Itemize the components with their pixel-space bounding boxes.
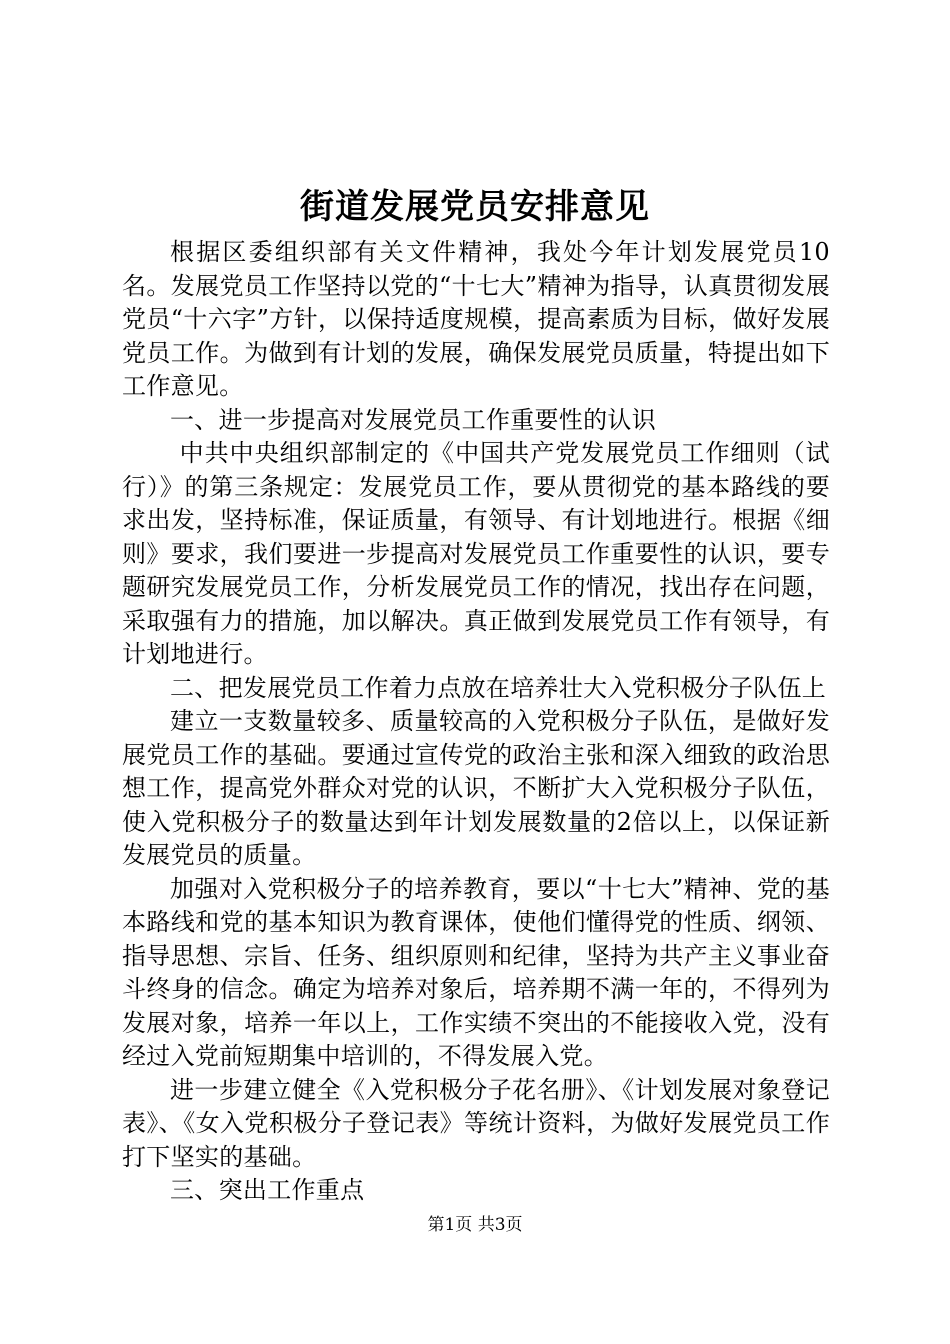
section-heading-1: 一、进一步提高对发展党员工作重要性的认识	[170, 405, 656, 434]
document-body	[122, 236, 830, 1208]
section-heading-3: 三、突出工作重点	[170, 1176, 365, 1204]
document-title: 街道发展党员安排意见	[300, 187, 650, 227]
paragraph-section-2c: 进一步建立健全《入党积极分子花名册》、《计划发展对象登记表》、《女入党积极分子登记表》等统计资料，为做好发展党员工作打下坚实的基础。	[122, 1075, 830, 1171]
paragraph-intro: 根据区委组织部有关文件精神，我处今年计划发展党员10名。发展党员工作坚持以党的“十七大”精神为指导，认真贯彻发展党员“十六字”方针，以保持适度规模，提高素质为目标，做好发展党员工作。为做到有计划的发展，确保发展党员质量，特提出如下工作意见。	[122, 238, 830, 400]
section-heading-2: 二、把发展党员工作着力点放在培养壮大入党积极分子队伍上	[170, 673, 827, 702]
page-indicator: 第1页 共3页	[427, 1215, 523, 1235]
paragraph-section-1: 中共中央组织部制定的《中国共产党发展党员工作细则（试行）》的第三条规定：发展党员工作，要从贯彻党的基本路线的要求出发，坚持标准，保证质量，有领导、有计划地进行。根据《细则》要求，我们要进一步提高对发展党员工作重要性的认识，要专题研究发展党员工作，分析发展党员工作的情况，找出存在问题，采取强有力的措施，加以解决。真正做到发展党员工作有领导，有计划地进行。	[122, 439, 830, 668]
paragraph-section-2b: 加强对入党积极分子的培养教育，要以“十七大”精神、党的基本路线和党的基本知识为教育课体，使他们懂得党的性质、纲领、指导思想、宗旨、任务、组织原则和纪律，坚持为共产主义事业奋斗终身的信念。确定为培养对象后，培养期不满一年的，不得列为发展对象，培养一年以上，工作实绩不突出的不能接收入党，没有经过入党前短期集中培训的，不得发展入党。	[122, 874, 830, 1070]
paragraph-section-2a: 建立一支数量较多、质量较高的入党积极分子队伍，是做好发展党员工作的基础。要通过宣传党的政治主张和深入细致的政治思想工作，提高党外群众对党的认识，不断扩大入党积极分子队伍，使入党积极分子的数量达到年计划发展数量的2倍以上，以保证新发展党员的质量。	[122, 707, 830, 869]
